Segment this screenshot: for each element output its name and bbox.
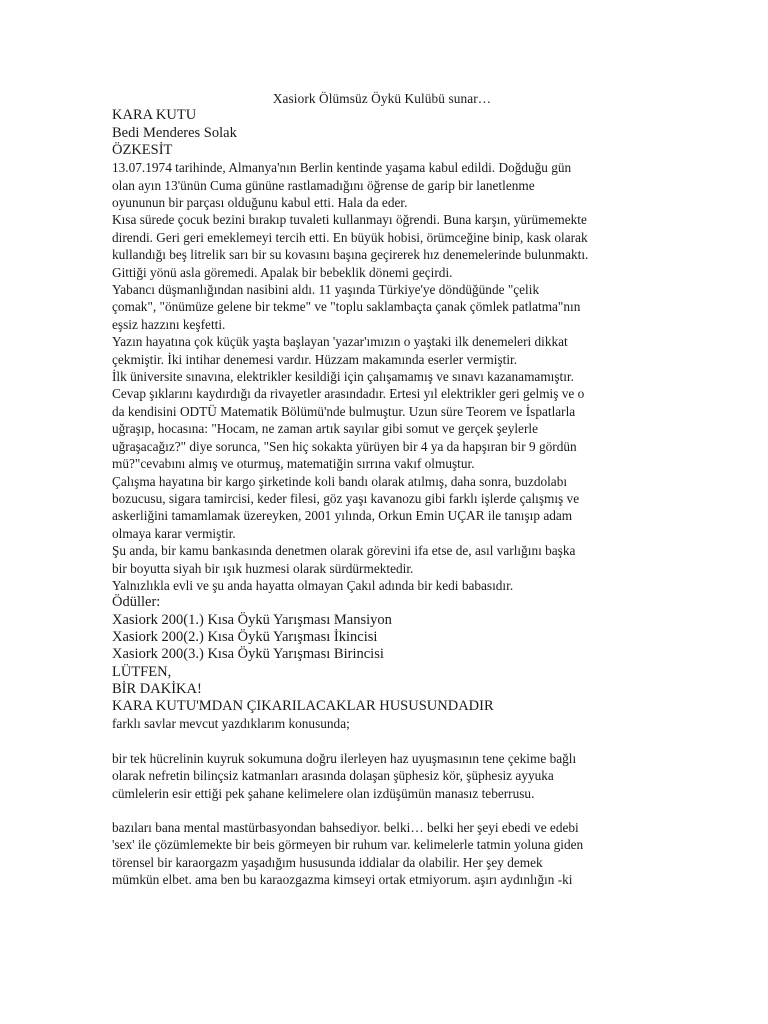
author-name: Bedi Menderes Solak [112, 124, 237, 141]
notice-line: BİR DAKİKA! [112, 680, 202, 697]
body-paragraph: bir tek hücrelinin kuyruk sokumuna doğru ilerleyen haz uyuşmasının tene çekime bağlı olarak nefretin bilinçsiz katmanları arasında dolaşan şüphesiz kör, şüphesiz ayyuka cümlelerin esir ettiği pek şahane kelimelere olan izdüşümün manasız teberrusu. [112, 750, 577, 801]
bio-paragraph: 13.07.1974 tarihinde, Almanya'nın Berlin kentinde yaşama kabul edildi. Doğduğu gün olan ayın 13'ünün Cuma gününe rastlamadığını öğrense de garip bir lanetlenme oyununun bir parçası olduğunu kabul etti. Hala da eder. [112, 160, 572, 210]
award-item: Xasiork 200(2.) Kısa Öykü Yarışması İkincisi [112, 628, 378, 645]
bio-paragraph: Şu anda, bir kamu bankasında denetmen olarak görevini ifa etse de, asıl varlığını başka bir boyutta siyah bir ışık huzmesi olarak sürdürmektedir. [112, 543, 576, 576]
story-title: KARA KUTU [112, 107, 197, 124]
paragraph-gap [112, 802, 652, 819]
bio-heading: ÖZKESİT [112, 141, 173, 158]
award-item: Xasiork 200(3.) Kısa Öykü Yarışması Birincisi [112, 646, 384, 663]
bio-paragraph: Yalnızlıkla evli ve şu anda hayatta olmayan Çakıl adında bir kedi babasıdır. [112, 577, 514, 593]
bio-paragraph: Çalışma hayatına bir kargo şirketinde koli bandı olarak atılmış, daha sonra, buzdolabı bozucusu, sigara tamircisi, keder filesi, göz yaşı kavanozu gibi farklı işlerde çalışmış ve askerliğini tamamlamak üzereyken, 2001 yılında, Orkun Emin UÇAR ile tanışıp adam olmaya karar vermiştir. [112, 473, 580, 541]
body-paragraph: bazıları bana mental mastürbasyondan bahsediyor. belki… belki her şeyi ebedi ve edebi 'sex' ile çözümlemekte bir beis görmeyen bir ruhum var. kelimelerle tatmin yoluna giden törensel bir karaorgazm yaşadığım hususunda iddialar da olabilir. Her şey demek mümkün elbet. ama ben bu karaozgazma kimseyi ortak etmiyorum. aşırı aydınlığın -ki [112, 819, 584, 888]
awards-heading: Ödüller: [112, 594, 161, 611]
notice-line: KARA KUTU'MDAN ÇIKARILACAKLAR HUSUSUNDADIR [112, 698, 494, 715]
page-header: Xasiork Ölümsüz Öykü Kulübü sunar… [272, 91, 492, 106]
document-page [112, 90, 652, 889]
award-item: Xasiork 200(1.) Kısa Öykü Yarışması Mansiyon [112, 611, 392, 628]
bio-paragraph: Yazın hayatına çok küçük yaşta başlayan 'yazar'ımızın o yaştaki ilk denemeleri dikkat çekmiştir. İki intihar denemesi vardır. Hüzzam makamında eserler vermiştir. [112, 334, 568, 367]
notice-line: LÜTFEN, [112, 663, 172, 680]
bio-paragraph: Kısa sürede çocuk bezini bırakıp tuvaleti kullanmayı öğrendi. Buna karşın, yürümemekte direndi. Geri geri emeklemeyi tercih etti. En büyük hobisi, örümceğine binip, kask olarak kullandığı beş litrelik sarı bir su kovasını başına geçirerek hız denemelerinde bulunmaktı. Gittiği yönü asla göremedi. Apalak bir bebeklik dönemi geçirdi. [112, 212, 589, 280]
bio-paragraph: İlk üniversite sınavına, elektrikler kesildiği için çalışamamış ve sınavı kazanamamıştır. Cevap şıklarını kaydırdığı da rivayetler arasındadır. Ertesi yıl elektrikler geri gelmiş ve o da kendisini ODTÜ Matematik Bölümü'nde bulmuştur. Uzun süre Teorem ve İspatlarla uğraşıp, hocasına: "Hocam, ne zaman artık sayılar gibi somut ve gerçek şeylerle uğraşacağız?" diye sorunca, "Sen hiç sokakta yürüyen bir 4 ya da hapşıran bir 9 gördün mü?"cevabını almış ve oturmuş, matematiğin sırrına vakıf olmuştur. [112, 369, 585, 472]
bio-paragraph: Yabancı düşmanlığından nasibini aldı. 11 yaşında Türkiye'ye döndüğünde "çelik çomak", "önümüze gelene bir tekme" ve "toplu saklambaçta çanak çömlek patlatma"nın eşsiz hazzını keşfetti. [112, 282, 581, 332]
intro-line: farklı savlar mevcut yazdıklarım konusunda; [112, 716, 350, 732]
paragraph-gap [112, 733, 652, 750]
